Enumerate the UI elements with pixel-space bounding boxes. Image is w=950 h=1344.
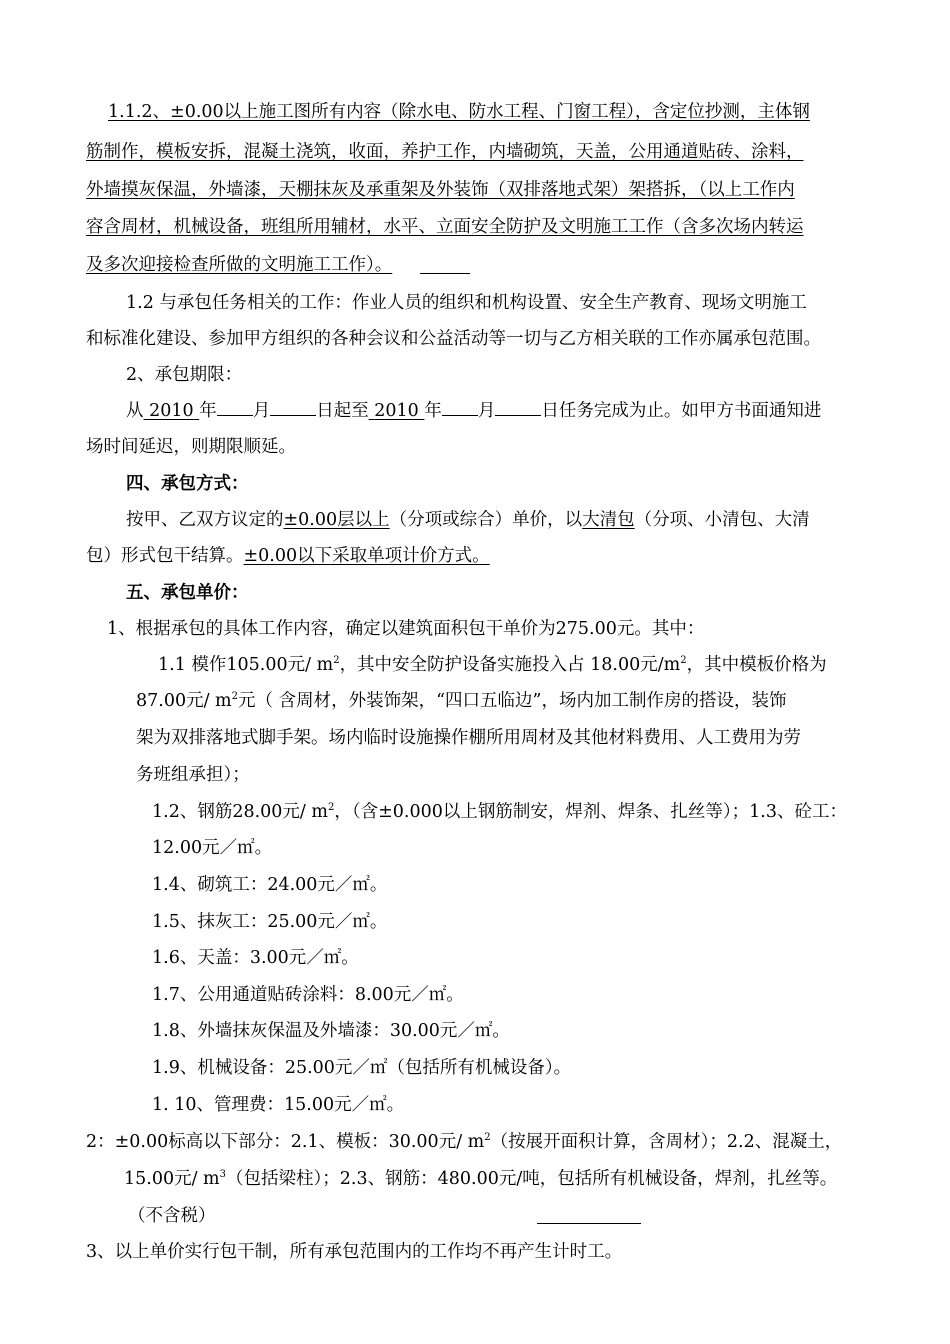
s4-text-b: （分项或综合）单价，以 (389, 510, 583, 530)
price-1-4: 1.4、砌筑工：24.00元／㎡。 (152, 875, 388, 895)
price-1-2-line-1: 1.2、钢筋28.00元/ $m^2$，（含±0.000以上钢筋制安，焊剂、焊条、扎丝等）；1.3、砼工： (152, 802, 847, 822)
price-1-10: 1. 10、管理费：15.00元／㎡。 (152, 1095, 405, 1115)
clause-1-1-2-line-2: 筋制作，模板安拆，混凝土浇筑，收面，养护工作，内墙砌筑，天盖，公用通道贴砖、涂料， (86, 142, 804, 162)
s4-text-d: 包）形式包干结算。 (86, 546, 244, 566)
price-1-5: 1.5、抹灰工：25.00元／㎡。 (152, 912, 388, 932)
period-tail: 日任务完成为止。如甲方书面通知进 (541, 401, 822, 421)
year-char-2: 年 (424, 401, 442, 421)
blank-month-start (217, 399, 253, 416)
price-item-3: 3、以上单价实行包干制，所有承包范围内的工作均不再产生计时工。 (86, 1242, 623, 1262)
s4-underline-3: ±0.00以下采取单项计价方式。 (243, 546, 490, 566)
signature-blank-line (537, 1223, 641, 1224)
clause-1-1-2-line-1: 1.1.2、±0.00以上施工图所有内容（除水电、防水工程、门窗工程），含定位抄测，主体钢 (108, 102, 810, 122)
price-item-2-line-3: （不含税） (128, 1206, 216, 1226)
period-year-start: 2010 (149, 401, 194, 421)
price-1-1-line-2: 87.00元/ $m^2$元（ 含周材，外装饰架，“四口五临边”，场内加工制作房的搭设，装饰 (136, 691, 787, 711)
section-5-heading: 五、承包单价： (126, 583, 249, 603)
blank-day-end (495, 399, 541, 416)
s4-underline-1: ±0.00层以上 (283, 510, 390, 530)
s4-text-c: （分项、小清包、大清 (634, 510, 810, 530)
clause-1-1-2-line-4: 容含周材，机械设备，班组所用辅材，水平、立面安全防护及文明施工工作（含多次场内转运 (86, 217, 804, 237)
clause-1-1-2-line-5: 及多次迎接检查所做的文明施工工作）。 (86, 255, 393, 275)
month-char-2: 月 (477, 401, 496, 421)
period-heading: 2、承包期限： (126, 365, 243, 385)
section-4-line-1 (126, 508, 810, 532)
price-item-1: 1、根据承包的具体工作内容，确定以建筑面积包干单价为275.00元。其中： (107, 619, 705, 639)
price-1-1-line-4: 务班组承担）； (136, 765, 250, 785)
month-char: 月 (252, 401, 271, 421)
s4-underline-2: 大清包 (582, 510, 635, 530)
period-from: 从 (126, 401, 144, 421)
price-1-1-line-1: 1.1 模作105.00元/ $m^2$，其中安全防护设备实施投入占 18.00元$/m^2$，其中模板价格为 (158, 655, 827, 675)
price-1-2-line-2: 12.00元／㎡。 (152, 838, 273, 858)
price-1-8: 1.8、外墙抹灰保温及外墙漆：30.00元／㎡。 (152, 1021, 510, 1041)
clause-1-1-2-line-3: 外墙摸灰保温，外墙漆，天棚抹灰及承重架及外装饰（双排落地式架）架搭拆，（以上工作内 (86, 180, 795, 200)
price-1-1-line-3: 架为双排落地式脚手架。场内临时设施操作棚所用周材及其他材料费用、人工费用为劳 (136, 728, 801, 748)
price-1-7: 1.7、公用通道贴砖涂料：8.00元／㎡。 (152, 985, 464, 1005)
blank-month-end (442, 399, 478, 416)
section-4-line-2 (86, 544, 490, 568)
period-day-start-text: 日起至 (316, 401, 369, 421)
period-year-end: 2010 (374, 401, 419, 421)
price-1-9: 1.9、机械设备：25.00元／㎡（包括所有机械设备）。 (152, 1058, 572, 1078)
period-line-2: 场时间延迟，则期限顺延。 (86, 437, 296, 457)
price-item-2-line-2: 15.00元/ $m^3$（包括梁柱）；2.3、钢筋：480.00元/吨，包括所有机械设备，焊剂，扎丝等。 (124, 1169, 838, 1189)
section-4-heading: 四、承包方式： (126, 474, 249, 494)
clause-1-2-line-2: 和标准化建设、参加甲方组织的各种会议和公益活动等一切与乙方相关联的工作亦属承包范围。 (86, 329, 821, 349)
price-1-6: 1.6、天盖：3.00元／㎡。 (152, 948, 359, 968)
blank-day-start (270, 399, 316, 416)
clause-1-2-line-1: 1.2 与承包任务相关的工作：作业人员的组织和机构设置、安全生产教育、现场文明施工 (126, 293, 807, 313)
period-line-1 (126, 399, 821, 423)
underline-filler (420, 273, 470, 274)
year-char: 年 (199, 401, 217, 421)
price-item-2-line-1: 2：±0.00标高以下部分：2.1、模板：30.00元/ $m^2$（按展开面积计算，含周材）；2.2、混凝土， (86, 1132, 843, 1152)
s4-text-a: 按甲、乙双方议定的 (126, 510, 284, 530)
